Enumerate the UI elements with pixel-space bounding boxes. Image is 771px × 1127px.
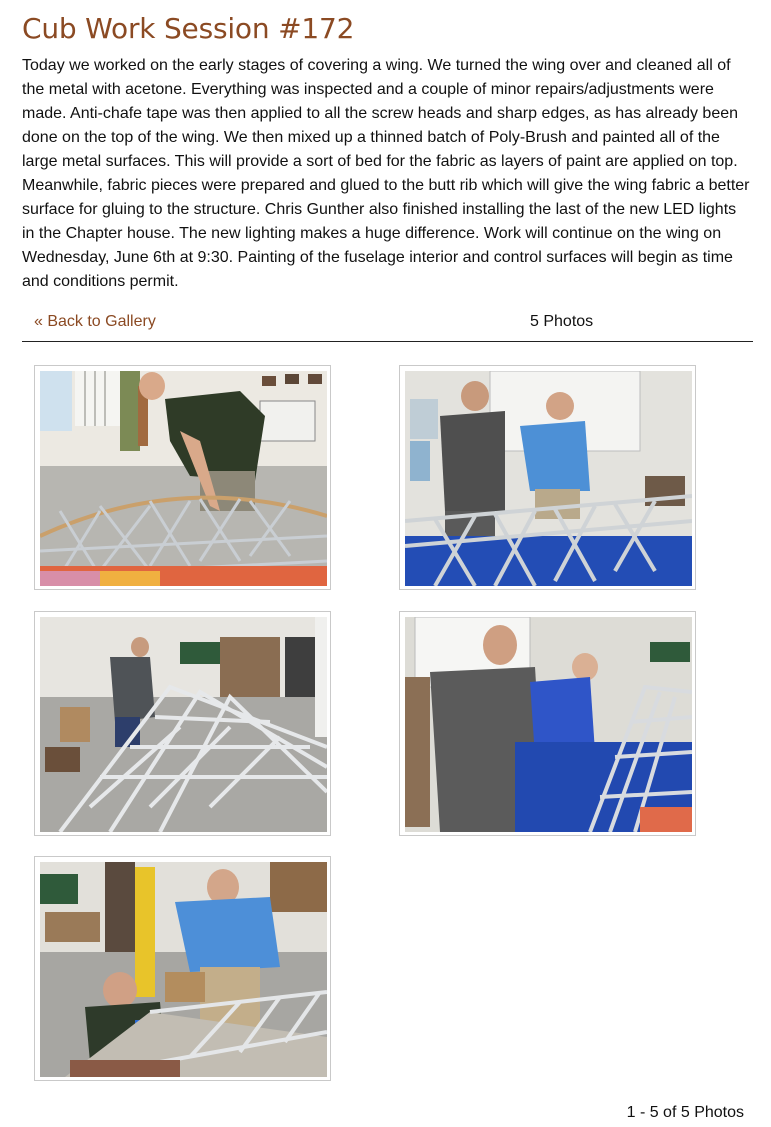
photo-men-gluing-fabric-icon <box>40 862 327 1077</box>
photo-thumbnail-5[interactable] <box>34 856 331 1081</box>
photo-count: 5 Photos <box>530 313 594 330</box>
page-title: Cub Work Session #172 <box>22 12 355 45</box>
session-description: Today we worked on the early stages of covering a wing. We turned the wing over and cleaned all of the metal with acetone. Everything was inspected and a couple of minor repairs/adjustments were made. Anti-chafe tape was then applied to all the screw heads and sharp edges, as has already been done on the top of the wing. We then mixed up a thinned batch of Poly-Brush and painted all of the large metal surfaces. This will provide a sort of bed for the fabric as layers of paint are applied on top. Meanwhile, fabric pieces were prepared and glued to the butt rib which will give the wing fabric a better surface for gluing to the structure. Chris Gunther also finished installing the last of the new LED lights in the Chapter house. The new lighting makes a huge difference. Work will continue on the wing on Wednesday, June 6th at 9:30. Painting of the fuselage interior and control surfaces will begin as time and conditions permit. <box>22 57 750 290</box>
back-to-gallery-link[interactable]: « Back to Gallery <box>34 313 156 330</box>
photo-men-painting-wing-icon <box>405 617 692 832</box>
photo-man-cleaning-wing-icon <box>40 371 327 586</box>
photo-wing-in-shop-icon <box>40 617 327 832</box>
gallery-nav-bar <box>22 306 753 342</box>
photo-thumbnail-1[interactable] <box>34 365 331 590</box>
photo-two-men-at-wing-icon <box>405 371 692 586</box>
photo-thumbnail-3[interactable] <box>34 611 331 836</box>
photo-range-label: 1 - 5 of 5 Photos <box>626 1104 744 1121</box>
photo-thumbnail-4[interactable] <box>399 611 696 836</box>
photo-thumbnail-2[interactable] <box>399 365 696 590</box>
